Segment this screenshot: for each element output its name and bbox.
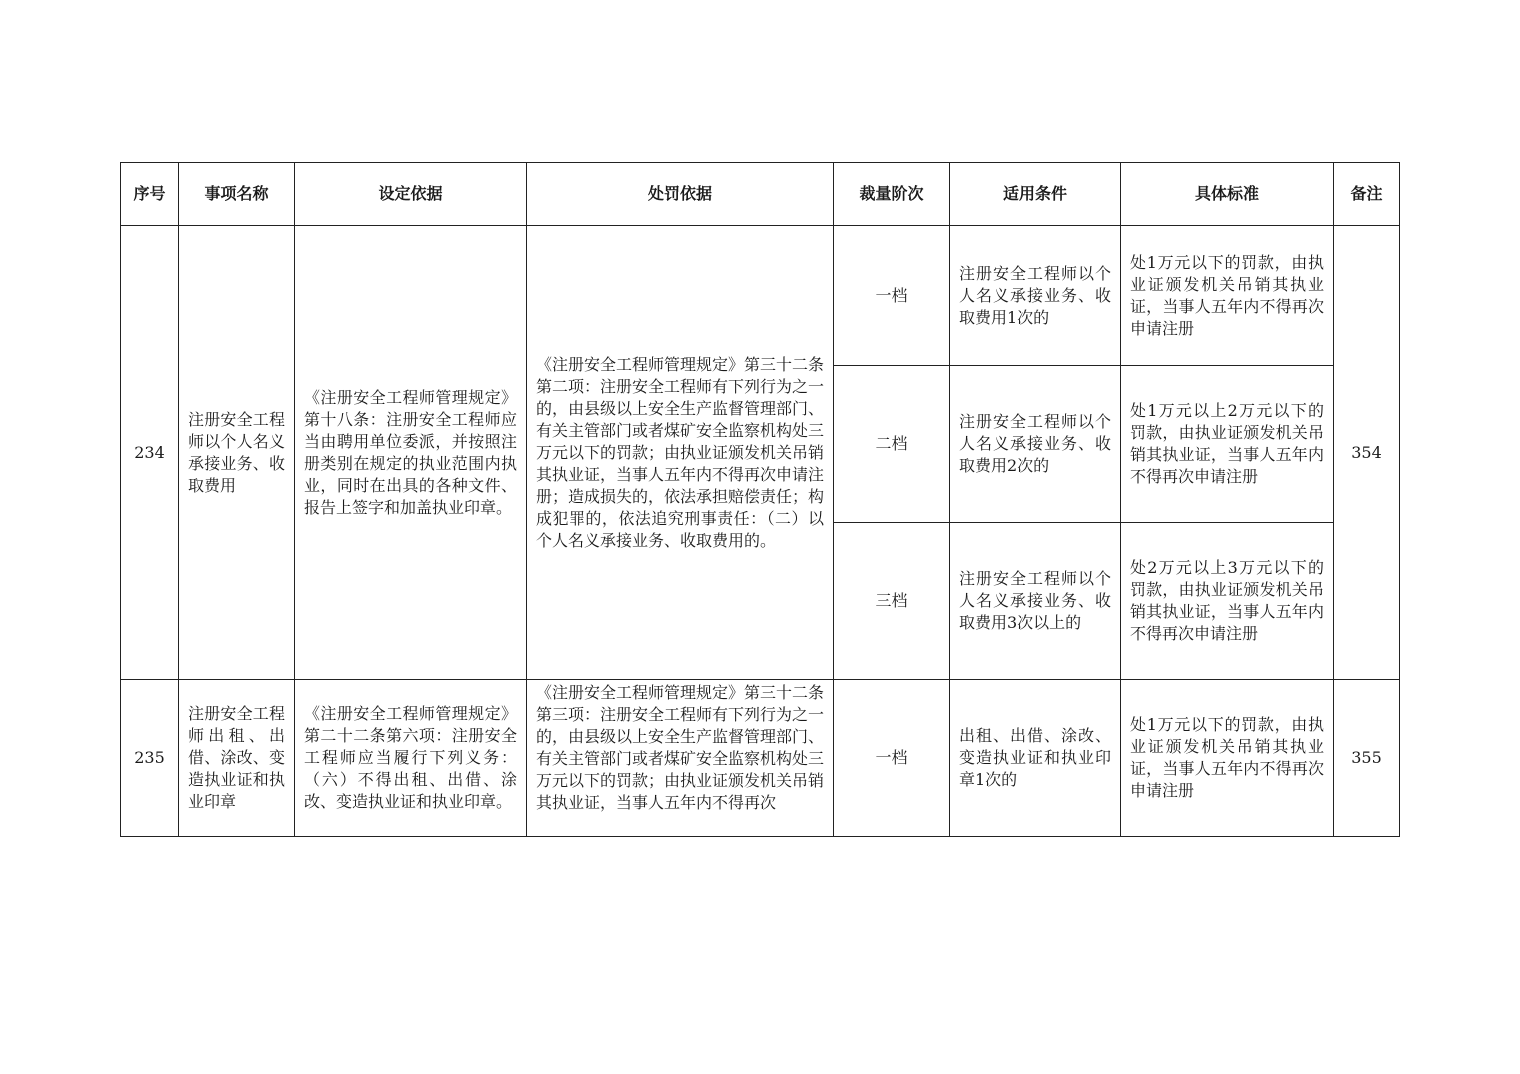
table-row [121,226,1400,366]
cell-remark: 355 [1334,680,1400,837]
cell-tier: 三档 [834,523,950,680]
cell-standard: 处2万元以上3万元以下的罚款，由执业证颁发机关吊销其执业证，当事人五年内不得再次申请注册 [1121,523,1334,680]
cell-seq: 234 [121,226,179,680]
cell-seq: 235 [121,680,179,837]
cell-standard: 处1万元以上2万元以下的罚款，由执业证颁发机关吊销其执业证，当事人五年内不得再次申请注册 [1121,366,1334,523]
header-tier: 裁量阶次 [834,163,950,226]
cell-standard: 处1万元以下的罚款，由执业证颁发机关吊销其执业证，当事人五年内不得再次申请注册 [1121,680,1334,837]
header-item-name: 事项名称 [179,163,295,226]
cell-condition: 注册安全工程师以个人名义承接业务、收取费用1次的 [950,226,1121,366]
cell-tier: 一档 [834,226,950,366]
cell-remark: 354 [1334,226,1400,680]
cell-standard: 处1万元以下的罚款，由执业证颁发机关吊销其执业证，当事人五年内不得再次申请注册 [1121,226,1334,366]
cell-basis-penalty-wrap [527,680,834,837]
header-basis-penalty: 处罚依据 [527,163,834,226]
header-seq: 序号 [121,163,179,226]
header-condition: 适用条件 [950,163,1121,226]
cell-condition: 注册安全工程师以个人名义承接业务、收取费用3次以上的 [950,523,1121,680]
header-standard: 具体标准 [1121,163,1334,226]
cell-basis-penalty: 《注册安全工程师管理规定》第三十二条第三项：注册安全工程师有下列行为之一的，由县级以上安全生产监督管理部门、有关主管部门或者煤矿安全监察机构处三万元以下的罚款；由执业证颁发机关吊销其执业证，当事人五年内不得再次 [536,683,824,812]
cell-basis-penalty: 《注册安全工程师管理规定》第三十二条第二项：注册安全工程师有下列行为之一的，由县级以上安全生产监督管理部门、有关主管部门或者煤矿安全监察机构处三万元以下的罚款；由执业证颁发机关吊销其执业证，当事人五年内不得再次申请注册；造成损失的，依法承担赔偿责任；构成犯罪的，依法追究刑事责任：（二）以个人名义承接业务、收取费用的。 [527,226,834,680]
table-row [121,680,1400,837]
cell-tier: 二档 [834,366,950,523]
cell-item-name: 注册安全工程师出租、出借、涂改、变造执业证和执业印章 [179,680,295,837]
header-row [121,163,1400,226]
cell-condition: 出租、出借、涂改、变造执业证和执业印章1次的 [950,680,1121,837]
cell-item-name: 注册安全工程师以个人名义承接业务、收取费用 [179,226,295,680]
cell-condition: 注册安全工程师以个人名义承接业务、收取费用2次的 [950,366,1121,523]
header-remark: 备注 [1334,163,1400,226]
header-basis-setting: 设定依据 [295,163,527,226]
cell-tier: 一档 [834,680,950,837]
cell-basis-setting: 《注册安全工程师管理规定》第二十二条第六项：注册安全工程师应当履行下列义务：（六）不得出租、出借、涂改、变造执业证和执业印章。 [295,680,527,837]
cell-basis-setting: 《注册安全工程师管理规定》第十八条：注册安全工程师应当由聘用单位委派，并按照注册类别在规定的执业范围内执业，同时在出具的各种文件、报告上签字和加盖执业印章。 [295,226,527,680]
penalty-discretion-table [120,162,1400,837]
